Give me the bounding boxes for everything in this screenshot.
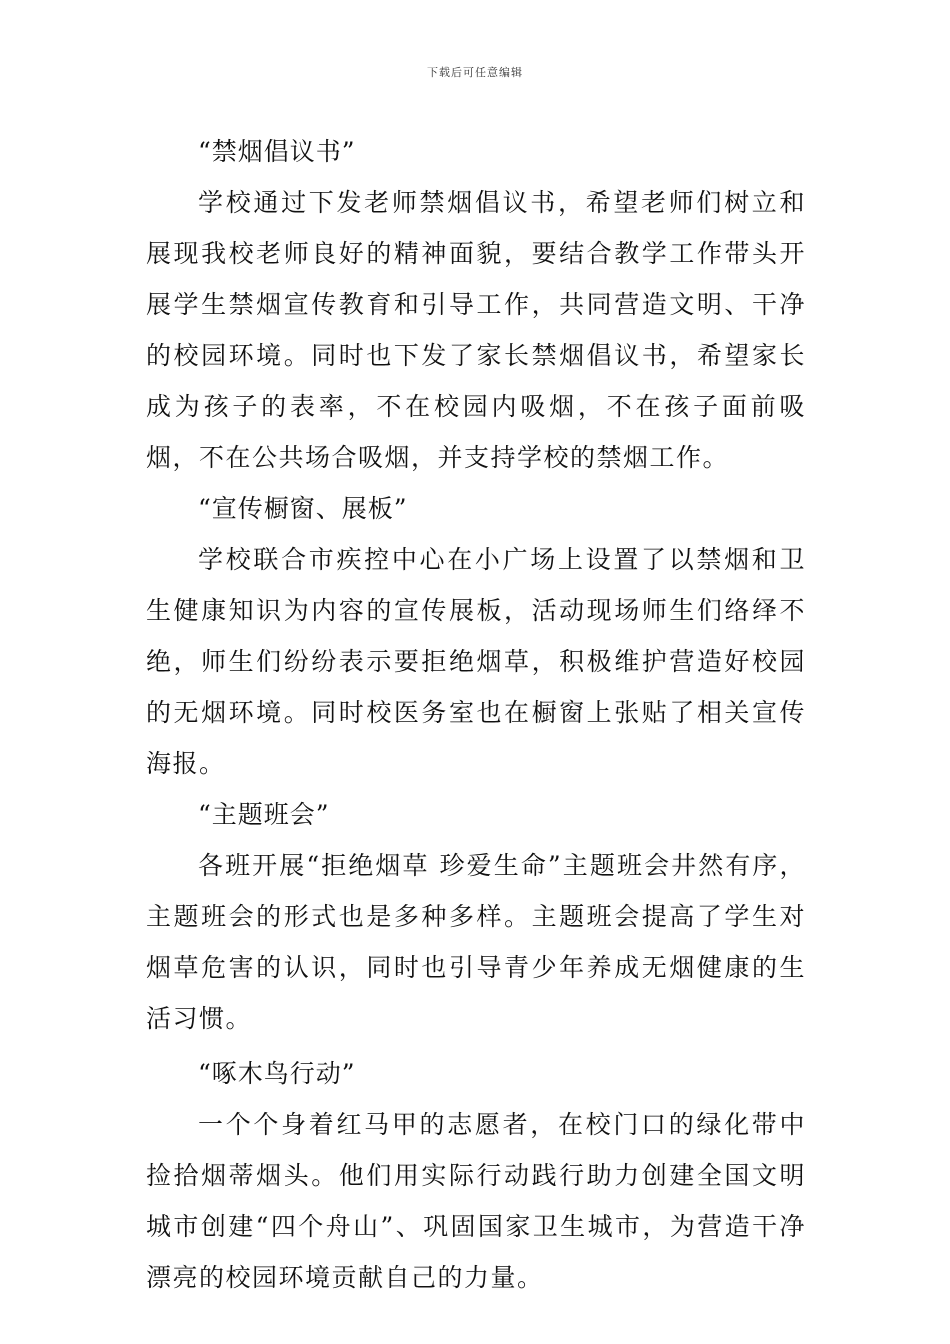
document-body [146,126,806,1303]
section-title: “宣传橱窗、展板” [198,494,408,523]
section-woodpecker-action [146,1048,806,1303]
page-header-note: 下载后可任意编辑 [427,66,523,79]
section-paragraph: 学校联合市疾控中心在小广场上设置了以禁烟和卫生健康知识为内容的宣传展板，活动现场师生们络绎不绝，师生们纷纷表示要拒绝烟草，积极维护营造好校园的无烟环境。同时校医务室也在橱窗上张贴了相关宣传海报。 [146,545,806,778]
section-display-boards [146,483,806,789]
section-paragraph: 各班开展“拒绝烟草 珍爱生命”主题班会井然有序，主题班会的形式也是多种多样。主题班会提高了学生对烟草危害的认识，同时也引导青少年养成无烟健康的生活习惯。 [146,851,806,1033]
section-title: “禁烟倡议书” [198,137,356,166]
section-title: “啄木鸟行动” [198,1059,356,1088]
section-theme-class-meeting [146,789,806,1044]
section-no-smoking-proposal [146,126,806,483]
section-paragraph: 学校通过下发老师禁烟倡议书，希望老师们树立和展现我校老师良好的精神面貌，要结合教学工作带头开展学生禁烟宣传教育和引导工作，共同营造文明、干净的校园环境。同时也下发了家长禁烟倡议书，希望家长成为孩子的表率，不在校园内吸烟，不在孩子面前吸烟，不在公共场合吸烟，并支持学校的禁烟工作。 [146,188,806,472]
section-paragraph: 一个个身着红马甲的志愿者，在校门口的绿化带中捡拾烟蒂烟头。他们用实际行动践行助力创建全国文明城市创建“四个舟山”、巩固国家卫生城市，为营造干净漂亮的校园环境贡献自己的力量。 [146,1110,806,1292]
section-title: “主题班会” [198,800,330,829]
